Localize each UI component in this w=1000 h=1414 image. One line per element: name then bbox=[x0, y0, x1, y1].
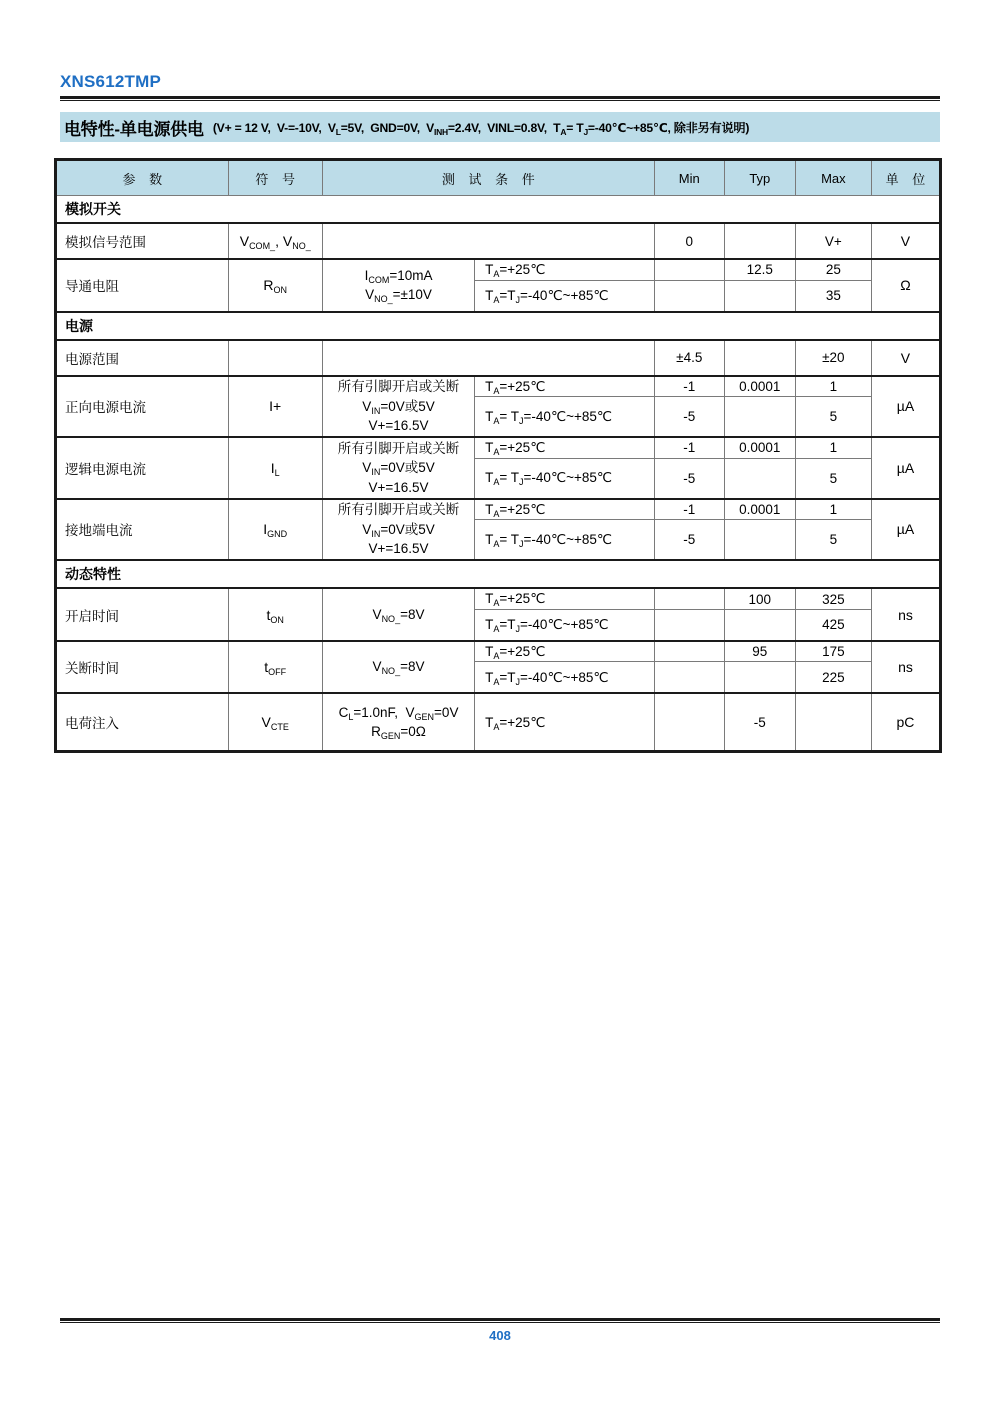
row-symbol bbox=[228, 340, 322, 376]
row-typ: 12.5 bbox=[724, 259, 795, 280]
row-subcondition: $T_A=+25℃$ bbox=[475, 259, 655, 280]
row-min bbox=[654, 662, 724, 694]
row-max: V+ bbox=[795, 223, 871, 259]
row-condition-main: 所有引脚开启或关断 $V_{IN}=0V$或5V V+=16.5V bbox=[322, 499, 474, 561]
row-subcondition: $T_A=T_J=-40℃\sim+85℃$ bbox=[475, 609, 655, 641]
table-header-row bbox=[56, 160, 941, 196]
row-typ: 0.0001 bbox=[724, 499, 795, 520]
row-min: -5 bbox=[654, 397, 724, 438]
row-subcondition: $T_A=+25℃$ bbox=[475, 499, 655, 520]
table-row bbox=[56, 259, 941, 280]
table-row bbox=[56, 641, 941, 662]
table-row bbox=[56, 588, 941, 609]
row-param-label: 正向电源电流 bbox=[56, 376, 229, 438]
row-condition-main: $V_{NO\_}=8V$ bbox=[322, 641, 474, 694]
row-unit: µA bbox=[871, 437, 940, 499]
row-symbol: $R_{ON}$ bbox=[228, 259, 322, 312]
row-min bbox=[654, 588, 724, 609]
row-max: 425 bbox=[795, 609, 871, 641]
row-typ: 95 bbox=[724, 641, 795, 662]
part-number: XNS612TMP bbox=[60, 72, 162, 91]
row-subcondition: $T_A=+25℃$ bbox=[475, 641, 655, 662]
row-condition bbox=[322, 223, 654, 259]
row-typ bbox=[724, 340, 795, 376]
row-unit: µA bbox=[871, 376, 940, 438]
row-max: 5 bbox=[795, 458, 871, 499]
header-divider bbox=[60, 96, 940, 101]
row-subcondition: $T_A=T_J=-40℃\sim+85℃$ bbox=[475, 662, 655, 694]
page-number: 408 bbox=[489, 1328, 511, 1343]
row-min bbox=[654, 280, 724, 312]
row-unit: ns bbox=[871, 588, 940, 641]
row-subcondition: $T_A=T_J=-40℃\sim+85℃$ bbox=[475, 280, 655, 312]
table-row bbox=[56, 340, 941, 376]
table-row bbox=[56, 693, 941, 752]
row-max: 25 bbox=[795, 259, 871, 280]
column-header-unit: 单 位 bbox=[871, 160, 940, 196]
row-param-label: 开启时间 bbox=[56, 588, 229, 641]
row-symbol: I+ bbox=[228, 376, 322, 438]
column-header-min: Min bbox=[654, 160, 724, 196]
section-label: 电源 bbox=[56, 312, 941, 340]
row-min: -5 bbox=[654, 520, 724, 561]
row-subcondition: $T_A=+25℃$ bbox=[475, 588, 655, 609]
row-param-label: 模拟信号范围 bbox=[56, 223, 229, 259]
row-typ: 0.0001 bbox=[724, 437, 795, 458]
row-symbol: $t_{OFF}$ bbox=[228, 641, 322, 694]
section-row-analog-switch bbox=[56, 196, 941, 224]
row-min: -1 bbox=[654, 499, 724, 520]
electrical-characteristics-table bbox=[54, 158, 942, 753]
row-typ bbox=[724, 520, 795, 561]
row-param-label: 电源范围 bbox=[56, 340, 229, 376]
row-max: 35 bbox=[795, 280, 871, 312]
row-typ bbox=[724, 280, 795, 312]
row-max: 175 bbox=[795, 641, 871, 662]
row-min: -1 bbox=[654, 437, 724, 458]
section-label: 动态特性 bbox=[56, 560, 941, 588]
row-max: 1 bbox=[795, 499, 871, 520]
column-header-typ: Typ bbox=[724, 160, 795, 196]
row-symbol: $t_{ON}$ bbox=[228, 588, 322, 641]
row-condition-main: $V_{NO\_}=8V$ bbox=[322, 588, 474, 641]
column-header-symbol: 符 号 bbox=[228, 160, 322, 196]
row-param-label: 电荷注入 bbox=[56, 693, 229, 752]
row-condition-main: $C_L=1.0nF$, $V_{GEN}=0V$ $R_{GEN}=0\Omega$ bbox=[322, 693, 474, 752]
row-max: 5 bbox=[795, 397, 871, 438]
row-subcondition: $T_A=+25℃$ bbox=[475, 376, 655, 397]
row-typ bbox=[724, 223, 795, 259]
row-max: 225 bbox=[795, 662, 871, 694]
row-min: ±4.5 bbox=[654, 340, 724, 376]
row-unit: V bbox=[871, 223, 940, 259]
table-row bbox=[56, 499, 941, 520]
row-min bbox=[654, 693, 724, 752]
footer-divider bbox=[60, 1318, 940, 1323]
row-typ: -5 bbox=[724, 693, 795, 752]
row-subcondition: $T_A=+25℃$ bbox=[475, 693, 655, 752]
row-max: 1 bbox=[795, 376, 871, 397]
row-condition-main: $I_{COM}=10mA$ $V_{NO\_}=\pm 10V$ bbox=[322, 259, 474, 312]
document-footer bbox=[60, 1318, 940, 1343]
row-typ bbox=[724, 662, 795, 694]
row-min: -5 bbox=[654, 458, 724, 499]
row-typ: 100 bbox=[724, 588, 795, 609]
row-max: 325 bbox=[795, 588, 871, 609]
row-min bbox=[654, 641, 724, 662]
row-param-label: 逻辑电源电流 bbox=[56, 437, 229, 499]
row-subcondition: $T_A=$ $T_J=-40℃\sim+85℃$ bbox=[475, 520, 655, 561]
row-max: ±20 bbox=[795, 340, 871, 376]
row-unit: V bbox=[871, 340, 940, 376]
row-unit: µA bbox=[871, 499, 940, 561]
row-param-label: 关断时间 bbox=[56, 641, 229, 694]
row-max: 1 bbox=[795, 437, 871, 458]
table-row bbox=[56, 376, 941, 397]
document-header bbox=[60, 72, 940, 101]
row-typ bbox=[724, 609, 795, 641]
row-condition-main: 所有引脚开启或关断 $V_{IN}=0V$或5V V+=16.5V bbox=[322, 437, 474, 499]
table-header bbox=[56, 160, 941, 196]
table-row bbox=[56, 223, 941, 259]
row-unit: Ω bbox=[871, 259, 940, 312]
section-row-power-supply bbox=[56, 312, 941, 340]
row-param-label: 导通电阻 bbox=[56, 259, 229, 312]
row-max: 5 bbox=[795, 520, 871, 561]
row-symbol: $I_{GND}$ bbox=[228, 499, 322, 561]
column-header-max: Max bbox=[795, 160, 871, 196]
row-subcondition: $T_A=+25℃$ bbox=[475, 437, 655, 458]
row-unit: ns bbox=[871, 641, 940, 694]
row-symbol: $V_{CTE}$ bbox=[228, 693, 322, 752]
row-typ bbox=[724, 397, 795, 438]
section-title-conditions: (V+ = 12 V, V-=-10V, $V_L=5V$, GND=0V, $V_{INH}=2.4V$, VINL=0.8V, $T_A=$ $T_J=-40℃\sim+85℃$, 除非另有说明) bbox=[212, 120, 750, 137]
row-condition-main: 所有引脚开启或关断 $V_{IN}=0V$或5V V+=16.5V bbox=[322, 376, 474, 438]
row-min bbox=[654, 609, 724, 641]
row-subcondition: $T_A=$ $T_J=-40℃\sim+85℃$ bbox=[475, 397, 655, 438]
section-row-dynamic-characteristics bbox=[56, 560, 941, 588]
row-param-label: 接地端电流 bbox=[56, 499, 229, 561]
column-header-condition: 测 试 条 件 bbox=[322, 160, 654, 196]
column-header-param: 参 数 bbox=[56, 160, 229, 196]
row-symbol: $V_{COM\_}$, $V_{NO\_}$ bbox=[228, 223, 322, 259]
table-row bbox=[56, 437, 941, 458]
section-title-band bbox=[60, 112, 940, 142]
row-condition bbox=[322, 340, 654, 376]
row-min: 0 bbox=[654, 223, 724, 259]
row-typ bbox=[724, 458, 795, 499]
row-symbol: $I_L$ bbox=[228, 437, 322, 499]
row-typ: 0.0001 bbox=[724, 376, 795, 397]
section-label: 模拟开关 bbox=[56, 196, 941, 224]
row-subcondition: $T_A=$ $T_J=-40℃\sim+85℃$ bbox=[475, 458, 655, 499]
row-max bbox=[795, 693, 871, 752]
row-min bbox=[654, 259, 724, 280]
row-min: -1 bbox=[654, 376, 724, 397]
section-title: 电特性-单电源供电 bbox=[64, 119, 204, 139]
row-unit: pC bbox=[871, 693, 940, 752]
